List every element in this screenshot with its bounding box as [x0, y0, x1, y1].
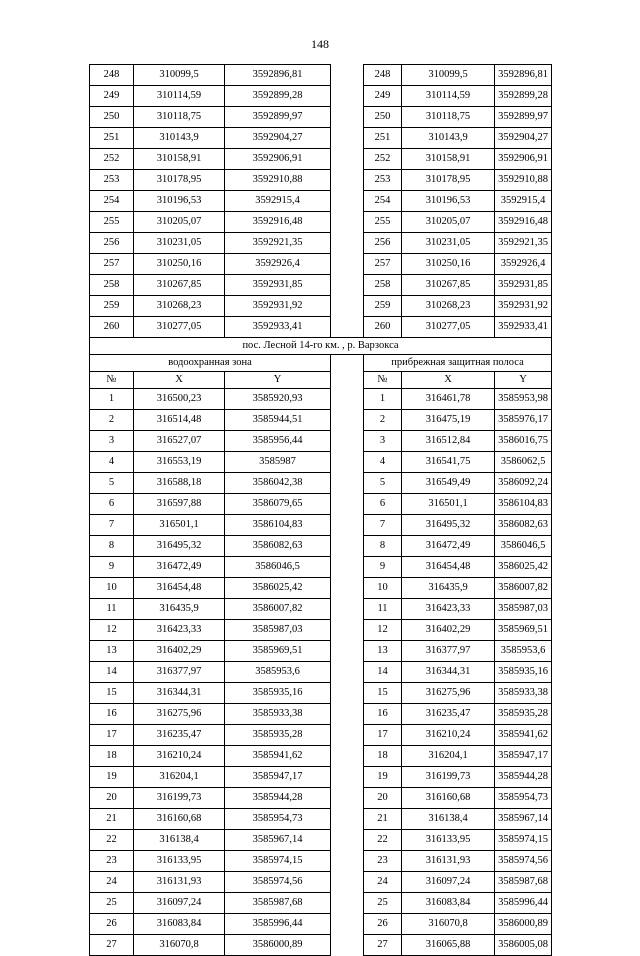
- right-point-number: 26: [364, 914, 402, 935]
- left-x-coordinate: 316402,29: [134, 641, 225, 662]
- left-x-coordinate: 316210,24: [134, 746, 225, 767]
- left-y-coordinate: 3592915,4: [225, 191, 331, 212]
- left-x-coordinate: 316597,88: [134, 494, 225, 515]
- table-row: [90, 788, 552, 809]
- left-x-coordinate: 316500,23: [134, 389, 225, 410]
- left-x-coordinate: 316588,18: [134, 473, 225, 494]
- left-y-coordinate: 3592933,41: [225, 317, 331, 338]
- column-header-y: Y: [495, 372, 552, 389]
- right-x-coordinate: 316160,68: [402, 788, 495, 809]
- left-x-coordinate: 316472,49: [134, 557, 225, 578]
- left-point-number: 10: [90, 578, 134, 599]
- left-point-number: 256: [90, 233, 134, 254]
- right-x-coordinate: 310178,95: [402, 170, 495, 191]
- left-x-coordinate: 316344,31: [134, 683, 225, 704]
- left-y-coordinate: 3585954,73: [225, 809, 331, 830]
- left-y-coordinate: 3592916,48: [225, 212, 331, 233]
- coordinates-table: [89, 64, 552, 956]
- left-y-coordinate: 3592910,88: [225, 170, 331, 191]
- left-y-coordinate: 3592931,92: [225, 296, 331, 317]
- left-y-coordinate: 3586000,89: [225, 935, 331, 956]
- right-x-coordinate: 316138,4: [402, 809, 495, 830]
- right-x-coordinate: 316097,24: [402, 872, 495, 893]
- table-row: [90, 725, 552, 746]
- right-x-coordinate: 310118,75: [402, 107, 495, 128]
- table-row: [90, 494, 552, 515]
- column-header-number: №: [364, 372, 402, 389]
- table-row: [90, 296, 552, 317]
- left-y-coordinate: 3585974,15: [225, 851, 331, 872]
- table-row: [90, 275, 552, 296]
- left-point-number: 253: [90, 170, 134, 191]
- right-point-number: 251: [364, 128, 402, 149]
- left-x-coordinate: 316199,73: [134, 788, 225, 809]
- left-x-coordinate: 316514,48: [134, 410, 225, 431]
- right-point-number: 24: [364, 872, 402, 893]
- right-point-number: 15: [364, 683, 402, 704]
- left-x-coordinate: 316495,32: [134, 536, 225, 557]
- right-x-coordinate: 316204,1: [402, 746, 495, 767]
- right-x-coordinate: 316541,75: [402, 452, 495, 473]
- table-row: [90, 830, 552, 851]
- right-point-number: 259: [364, 296, 402, 317]
- right-x-coordinate: 316495,32: [402, 515, 495, 536]
- left-x-coordinate: 310268,23: [134, 296, 225, 317]
- left-point-number: 18: [90, 746, 134, 767]
- table-row: [90, 935, 552, 956]
- right-point-number: 5: [364, 473, 402, 494]
- left-y-coordinate: 3585935,16: [225, 683, 331, 704]
- right-point-number: 8: [364, 536, 402, 557]
- left-x-coordinate: 316553,19: [134, 452, 225, 473]
- left-y-coordinate: 3586007,82: [225, 599, 331, 620]
- table-row: [90, 191, 552, 212]
- right-point-number: 252: [364, 149, 402, 170]
- left-x-coordinate: 316070,8: [134, 935, 225, 956]
- right-point-number: 17: [364, 725, 402, 746]
- left-x-coordinate: 316275,96: [134, 704, 225, 725]
- right-y-coordinate: 3592904,27: [495, 128, 552, 149]
- left-point-number: 2: [90, 410, 134, 431]
- right-point-number: 249: [364, 86, 402, 107]
- left-x-coordinate: 310118,75: [134, 107, 225, 128]
- left-point-number: 8: [90, 536, 134, 557]
- right-x-coordinate: 316501,1: [402, 494, 495, 515]
- right-point-number: 255: [364, 212, 402, 233]
- left-point-number: 258: [90, 275, 134, 296]
- left-point-number: 251: [90, 128, 134, 149]
- left-point-number: 257: [90, 254, 134, 275]
- left-point-number: 252: [90, 149, 134, 170]
- right-point-number: 260: [364, 317, 402, 338]
- left-x-coordinate: 310158,91: [134, 149, 225, 170]
- table-row: [90, 317, 552, 338]
- left-point-number: 255: [90, 212, 134, 233]
- left-x-coordinate: 316454,48: [134, 578, 225, 599]
- left-point-number: 21: [90, 809, 134, 830]
- left-x-coordinate: 316204,1: [134, 767, 225, 788]
- right-y-coordinate: 3586082,63: [495, 515, 552, 536]
- right-x-coordinate: 316435,9: [402, 578, 495, 599]
- right-point-number: 257: [364, 254, 402, 275]
- left-point-number: 6: [90, 494, 134, 515]
- right-y-coordinate: 3585974,56: [495, 851, 552, 872]
- left-table-title: водоохранная зона: [90, 355, 331, 372]
- right-point-number: 19: [364, 767, 402, 788]
- left-y-coordinate: 3585987,03: [225, 620, 331, 641]
- right-y-coordinate: 3592899,28: [495, 86, 552, 107]
- table-row: [90, 641, 552, 662]
- right-point-number: 9: [364, 557, 402, 578]
- table-row: [90, 233, 552, 254]
- right-y-coordinate: 3585944,28: [495, 767, 552, 788]
- column-header-y: Y: [225, 372, 331, 389]
- right-y-coordinate: 3585947,17: [495, 746, 552, 767]
- right-y-coordinate: 3586062,5: [495, 452, 552, 473]
- right-x-coordinate: 316065,88: [402, 935, 495, 956]
- right-point-number: 258: [364, 275, 402, 296]
- right-y-coordinate: 3586092,24: [495, 473, 552, 494]
- right-x-coordinate: 310099,5: [402, 65, 495, 86]
- section-header: [90, 338, 552, 389]
- right-y-coordinate: 3586000,89: [495, 914, 552, 935]
- right-x-coordinate: 316402,29: [402, 620, 495, 641]
- right-x-coordinate: 316133,95: [402, 830, 495, 851]
- right-y-coordinate: 3592931,92: [495, 296, 552, 317]
- table-row: [90, 107, 552, 128]
- right-y-coordinate: 3585935,28: [495, 704, 552, 725]
- table-row: [90, 662, 552, 683]
- left-point-number: 259: [90, 296, 134, 317]
- right-y-coordinate: 3592921,35: [495, 233, 552, 254]
- table-row: [90, 170, 552, 191]
- left-y-coordinate: 3586104,83: [225, 515, 331, 536]
- table-row: [90, 86, 552, 107]
- left-point-number: 11: [90, 599, 134, 620]
- top-section-rows: [90, 65, 552, 338]
- right-x-coordinate: 310277,05: [402, 317, 495, 338]
- left-point-number: 25: [90, 893, 134, 914]
- left-y-coordinate: 3585944,51: [225, 410, 331, 431]
- right-y-coordinate: 3585941,62: [495, 725, 552, 746]
- table-row: [90, 914, 552, 935]
- table-row: [90, 389, 552, 410]
- table-row: [90, 851, 552, 872]
- left-y-coordinate: 3592904,27: [225, 128, 331, 149]
- right-point-number: 23: [364, 851, 402, 872]
- left-x-coordinate: 316527,07: [134, 431, 225, 452]
- table-row: [90, 746, 552, 767]
- right-x-coordinate: 310196,53: [402, 191, 495, 212]
- left-x-coordinate: 310231,05: [134, 233, 225, 254]
- right-x-coordinate: 310267,85: [402, 275, 495, 296]
- left-x-coordinate: 310250,16: [134, 254, 225, 275]
- right-point-number: 4: [364, 452, 402, 473]
- left-x-coordinate: 316138,4: [134, 830, 225, 851]
- right-point-number: 6: [364, 494, 402, 515]
- left-point-number: 19: [90, 767, 134, 788]
- left-y-coordinate: 3592899,28: [225, 86, 331, 107]
- right-x-coordinate: 316199,73: [402, 767, 495, 788]
- right-y-coordinate: 3592906,91: [495, 149, 552, 170]
- right-y-coordinate: 3585996,44: [495, 893, 552, 914]
- left-point-number: 27: [90, 935, 134, 956]
- right-point-number: 18: [364, 746, 402, 767]
- left-point-number: 14: [90, 662, 134, 683]
- left-y-coordinate: 3592926,4: [225, 254, 331, 275]
- column-header-number: №: [90, 372, 134, 389]
- right-x-coordinate: 316070,8: [402, 914, 495, 935]
- right-x-coordinate: 316472,49: [402, 536, 495, 557]
- right-point-number: 13: [364, 641, 402, 662]
- left-x-coordinate: 316435,9: [134, 599, 225, 620]
- right-x-coordinate: 316131,93: [402, 851, 495, 872]
- right-y-coordinate: 3585954,73: [495, 788, 552, 809]
- right-y-coordinate: 3586104,83: [495, 494, 552, 515]
- left-y-coordinate: 3585941,62: [225, 746, 331, 767]
- right-y-coordinate: 3585935,16: [495, 662, 552, 683]
- right-x-coordinate: 316461,78: [402, 389, 495, 410]
- left-x-coordinate: 310277,05: [134, 317, 225, 338]
- right-y-coordinate: 3585976,17: [495, 410, 552, 431]
- table-row: [90, 557, 552, 578]
- table-row: [90, 620, 552, 641]
- right-y-coordinate: 3586005,08: [495, 935, 552, 956]
- left-point-number: 250: [90, 107, 134, 128]
- right-y-coordinate: 3585953,6: [495, 641, 552, 662]
- right-y-coordinate: 3586016,75: [495, 431, 552, 452]
- left-x-coordinate: 310143,9: [134, 128, 225, 149]
- section-rows: [90, 389, 552, 956]
- right-y-coordinate: 3585969,51: [495, 620, 552, 641]
- right-y-coordinate: 3592931,85: [495, 275, 552, 296]
- left-point-number: 13: [90, 641, 134, 662]
- left-point-number: 17: [90, 725, 134, 746]
- right-point-number: 21: [364, 809, 402, 830]
- right-point-number: 27: [364, 935, 402, 956]
- left-point-number: 254: [90, 191, 134, 212]
- table-row: [90, 599, 552, 620]
- table-row: [90, 254, 552, 275]
- left-point-number: 20: [90, 788, 134, 809]
- left-x-coordinate: 316501,1: [134, 515, 225, 536]
- right-x-coordinate: 316423,33: [402, 599, 495, 620]
- right-x-coordinate: 310205,07: [402, 212, 495, 233]
- left-x-coordinate: 316083,84: [134, 914, 225, 935]
- left-x-coordinate: 316160,68: [134, 809, 225, 830]
- right-point-number: 254: [364, 191, 402, 212]
- right-point-number: 3: [364, 431, 402, 452]
- right-y-coordinate: 3592926,4: [495, 254, 552, 275]
- left-y-coordinate: 3592931,85: [225, 275, 331, 296]
- table-row: [90, 704, 552, 725]
- right-point-number: 1: [364, 389, 402, 410]
- left-x-coordinate: 310196,53: [134, 191, 225, 212]
- table-row: [90, 452, 552, 473]
- left-y-coordinate: 3585933,38: [225, 704, 331, 725]
- right-point-number: 12: [364, 620, 402, 641]
- table-row: [90, 767, 552, 788]
- right-x-coordinate: 310231,05: [402, 233, 495, 254]
- left-y-coordinate: 3585987: [225, 452, 331, 473]
- table-row: [90, 515, 552, 536]
- left-y-coordinate: 3585920,93: [225, 389, 331, 410]
- right-x-coordinate: 316512,84: [402, 431, 495, 452]
- right-point-number: 250: [364, 107, 402, 128]
- left-y-coordinate: 3585956,44: [225, 431, 331, 452]
- page-number: 148: [311, 37, 329, 51]
- left-y-coordinate: 3585969,51: [225, 641, 331, 662]
- left-x-coordinate: 310267,85: [134, 275, 225, 296]
- left-point-number: 3: [90, 431, 134, 452]
- left-point-number: 7: [90, 515, 134, 536]
- right-point-number: 2: [364, 410, 402, 431]
- right-point-number: 256: [364, 233, 402, 254]
- left-point-number: 5: [90, 473, 134, 494]
- right-x-coordinate: 310143,9: [402, 128, 495, 149]
- right-y-coordinate: 3592910,88: [495, 170, 552, 191]
- left-point-number: 26: [90, 914, 134, 935]
- left-x-coordinate: 310099,5: [134, 65, 225, 86]
- right-x-coordinate: 316344,31: [402, 662, 495, 683]
- left-y-coordinate: 3585967,14: [225, 830, 331, 851]
- right-point-number: 248: [364, 65, 402, 86]
- left-x-coordinate: 316097,24: [134, 893, 225, 914]
- right-x-coordinate: 316549,49: [402, 473, 495, 494]
- table-row: [90, 65, 552, 86]
- left-point-number: 22: [90, 830, 134, 851]
- right-y-coordinate: 3592915,4: [495, 191, 552, 212]
- left-y-coordinate: 3592899,97: [225, 107, 331, 128]
- right-y-coordinate: 3585933,38: [495, 683, 552, 704]
- right-x-coordinate: 316475,19: [402, 410, 495, 431]
- right-point-number: 14: [364, 662, 402, 683]
- left-x-coordinate: 316235,47: [134, 725, 225, 746]
- left-x-coordinate: 316377,97: [134, 662, 225, 683]
- left-y-coordinate: 3592921,35: [225, 233, 331, 254]
- right-x-coordinate: 316377,97: [402, 641, 495, 662]
- right-point-number: 16: [364, 704, 402, 725]
- left-y-coordinate: 3592906,91: [225, 149, 331, 170]
- right-y-coordinate: 3592916,48: [495, 212, 552, 233]
- right-point-number: 253: [364, 170, 402, 191]
- column-header-x: X: [402, 372, 495, 389]
- left-x-coordinate: 310205,07: [134, 212, 225, 233]
- table-row: [90, 212, 552, 233]
- left-y-coordinate: 3585947,17: [225, 767, 331, 788]
- left-y-coordinate: 3585974,56: [225, 872, 331, 893]
- right-x-coordinate: 316275,96: [402, 683, 495, 704]
- right-point-number: 25: [364, 893, 402, 914]
- table-row: [90, 536, 552, 557]
- left-y-coordinate: 3586046,5: [225, 557, 331, 578]
- left-point-number: 4: [90, 452, 134, 473]
- right-y-coordinate: 3585974,15: [495, 830, 552, 851]
- column-header-x: X: [134, 372, 225, 389]
- right-x-coordinate: 316210,24: [402, 725, 495, 746]
- left-y-coordinate: 3586025,42: [225, 578, 331, 599]
- right-y-coordinate: 3585967,14: [495, 809, 552, 830]
- right-point-number: 10: [364, 578, 402, 599]
- right-y-coordinate: 3586046,5: [495, 536, 552, 557]
- left-point-number: 249: [90, 86, 134, 107]
- right-x-coordinate: 310114,59: [402, 86, 495, 107]
- right-x-coordinate: 310268,23: [402, 296, 495, 317]
- left-y-coordinate: 3585996,44: [225, 914, 331, 935]
- right-table-title: прибрежная защитная полоса: [364, 355, 552, 372]
- table-row: [90, 128, 552, 149]
- table-row: [90, 809, 552, 830]
- table-row: [90, 473, 552, 494]
- table-row: [90, 893, 552, 914]
- right-point-number: 11: [364, 599, 402, 620]
- right-x-coordinate: 310158,91: [402, 149, 495, 170]
- left-point-number: 9: [90, 557, 134, 578]
- left-y-coordinate: 3586042,38: [225, 473, 331, 494]
- right-point-number: 20: [364, 788, 402, 809]
- right-y-coordinate: 3592899,97: [495, 107, 552, 128]
- right-x-coordinate: 316083,84: [402, 893, 495, 914]
- right-y-coordinate: 3586025,42: [495, 557, 552, 578]
- right-y-coordinate: 3585987,68: [495, 872, 552, 893]
- left-x-coordinate: 316133,95: [134, 851, 225, 872]
- right-y-coordinate: 3592933,41: [495, 317, 552, 338]
- left-x-coordinate: 310114,59: [134, 86, 225, 107]
- left-point-number: 15: [90, 683, 134, 704]
- left-point-number: 260: [90, 317, 134, 338]
- right-point-number: 7: [364, 515, 402, 536]
- table-row: [90, 872, 552, 893]
- left-y-coordinate: 3592896,81: [225, 65, 331, 86]
- left-point-number: 23: [90, 851, 134, 872]
- left-y-coordinate: 3585953,6: [225, 662, 331, 683]
- left-y-coordinate: 3585987,68: [225, 893, 331, 914]
- right-x-coordinate: 316235,47: [402, 704, 495, 725]
- right-y-coordinate: 3585987,03: [495, 599, 552, 620]
- right-y-coordinate: 3592896,81: [495, 65, 552, 86]
- left-x-coordinate: 316131,93: [134, 872, 225, 893]
- table-row: [90, 431, 552, 452]
- left-y-coordinate: 3586079,65: [225, 494, 331, 515]
- left-point-number: 24: [90, 872, 134, 893]
- left-y-coordinate: 3586082,63: [225, 536, 331, 557]
- left-x-coordinate: 316423,33: [134, 620, 225, 641]
- right-point-number: 22: [364, 830, 402, 851]
- left-y-coordinate: 3585935,28: [225, 725, 331, 746]
- left-point-number: 16: [90, 704, 134, 725]
- left-x-coordinate: 310178,95: [134, 170, 225, 191]
- table-row: [90, 149, 552, 170]
- left-point-number: 1: [90, 389, 134, 410]
- left-point-number: 248: [90, 65, 134, 86]
- table-row: [90, 410, 552, 431]
- left-y-coordinate: 3585944,28: [225, 788, 331, 809]
- table-row: [90, 578, 552, 599]
- section-title: пос. Лесной 14-го км. , р. Варзокса: [90, 338, 552, 355]
- right-y-coordinate: 3585953,98: [495, 389, 552, 410]
- left-point-number: 12: [90, 620, 134, 641]
- right-y-coordinate: 3586007,82: [495, 578, 552, 599]
- right-x-coordinate: 316454,48: [402, 557, 495, 578]
- right-x-coordinate: 310250,16: [402, 254, 495, 275]
- table-row: [90, 683, 552, 704]
